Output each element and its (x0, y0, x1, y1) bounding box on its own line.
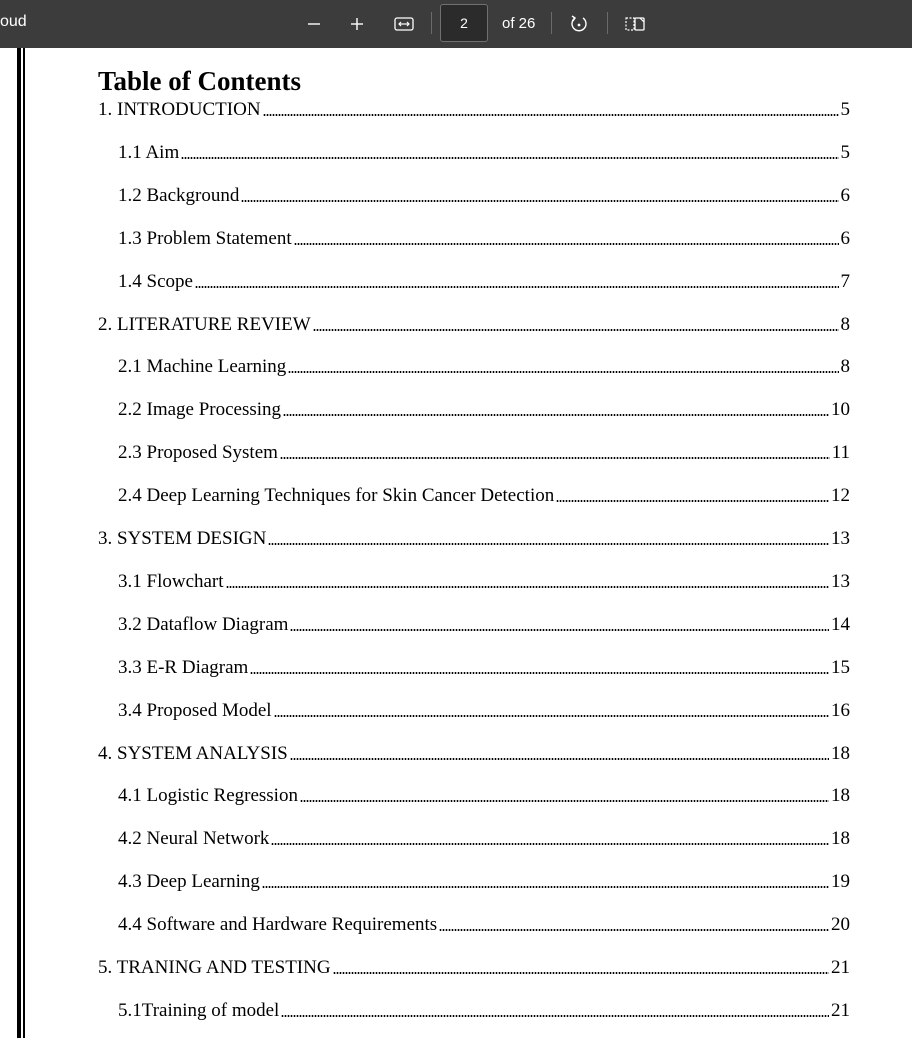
toc-entry-title: 3.1 Flowchart (118, 570, 224, 592)
toc-entry-page: 21 (831, 999, 850, 1021)
toolbar-divider (551, 12, 552, 34)
toc-entry[interactable] (118, 870, 850, 894)
toc-leader-dots (300, 799, 829, 803)
toc-entry-title: 4.1 Logistic Regression (118, 785, 298, 807)
toc-leader-dots (263, 113, 839, 117)
toc-entry-page: 8 (840, 356, 850, 378)
toc-entry-title: 1.4 Scope (118, 270, 193, 292)
toc-entry[interactable] (98, 956, 850, 980)
toc-entry-page: 18 (831, 785, 850, 807)
toolbar-divider (431, 12, 432, 34)
toc-entry-page: 18 (831, 742, 850, 764)
toc-entry[interactable] (118, 570, 850, 594)
toc-entry-page: 15 (831, 656, 850, 678)
toc-leader-dots (313, 328, 839, 332)
toc-entry-page: 21 (831, 957, 850, 978)
zoom-in-button[interactable] (343, 10, 371, 38)
toc-entry-title: 3.2 Dataflow Diagram (118, 613, 289, 635)
toc-entry-title: 2. LITERATURE REVIEW (98, 313, 311, 335)
toc-leader-dots (262, 885, 829, 889)
toc-entry-page: 5 (840, 99, 850, 120)
rotate-button[interactable] (565, 10, 593, 38)
toc-entry[interactable] (118, 398, 850, 422)
toc-entry[interactable] (98, 742, 850, 766)
toc-entry[interactable] (98, 313, 850, 337)
toc-entry-page: 19 (831, 871, 850, 893)
toc-entry[interactable] (118, 141, 850, 165)
page-edge (17, 48, 21, 1038)
toc-entry[interactable] (98, 527, 850, 551)
toc-leader-dots (280, 456, 830, 460)
toc-entry-title: 4.3 Deep Learning (118, 871, 260, 893)
toc-entry[interactable] (118, 441, 850, 465)
toc-leader-dots (281, 1014, 829, 1018)
toc-entry-title: 3. SYSTEM DESIGN (98, 528, 267, 549)
toc-entry[interactable] (118, 355, 850, 379)
toc-entry-title: 2.3 Proposed System (118, 442, 278, 464)
page-number-input[interactable] (440, 4, 488, 42)
toc-entry-page: 13 (831, 528, 850, 549)
fit-width-button[interactable] (390, 10, 418, 38)
document-title: oud (0, 13, 27, 30)
toc-entry-page: 6 (840, 184, 850, 206)
toc-entry-title: 5. TRANING AND TESTING (98, 957, 331, 978)
toc-entry[interactable] (118, 184, 850, 208)
toc-leader-dots (274, 714, 829, 718)
toc-entry-title: 4.2 Neural Network (118, 828, 270, 850)
toc-entry-page: 14 (831, 613, 850, 635)
toc-entry-title: 1.2 Background (118, 184, 240, 206)
toc-leader-dots (439, 928, 829, 932)
toc-entry[interactable] (118, 827, 850, 851)
toc-entry[interactable] (98, 98, 850, 122)
toc-entry[interactable] (118, 613, 850, 637)
toc-entry-title: 5.1Training of model (118, 999, 280, 1021)
toc-leader-dots (226, 585, 829, 589)
toc-entry-page: 8 (840, 313, 850, 335)
fit-width-icon (394, 16, 414, 32)
toc-entry-title: 4.4 Software and Hardware Requirements (118, 914, 438, 936)
toc-entry-title: 1.1 Aim (118, 141, 180, 163)
toc-entry-page: 5 (840, 141, 850, 163)
toc-entry-page: 20 (831, 914, 850, 936)
toc-entry-title: 1. INTRODUCTION (98, 99, 261, 120)
toc-leader-dots (290, 628, 829, 632)
toc-leader-dots (241, 199, 838, 203)
toc-leader-dots (271, 842, 829, 846)
toc-entry-page: 16 (831, 699, 850, 721)
minus-icon (306, 16, 322, 32)
toc-entry[interactable] (118, 999, 850, 1023)
toc-entry[interactable] (118, 699, 850, 723)
two-page-view-icon (624, 16, 646, 32)
toc-entry[interactable] (118, 484, 850, 508)
document-viewer[interactable] (0, 48, 912, 1038)
two-page-view-button[interactable] (621, 10, 649, 38)
toc-leader-dots (294, 242, 839, 246)
toc-entry-page: 10 (831, 399, 850, 421)
toc-entry-page: 11 (831, 442, 850, 464)
toc-leader-dots (195, 285, 839, 289)
toc-leader-dots (250, 671, 829, 675)
toc-entry-page: 12 (831, 485, 850, 507)
toc-entry-page: 6 (840, 227, 850, 249)
page-count-label: of 26 (502, 15, 536, 32)
toc-leader-dots (290, 757, 829, 761)
toc-entry-title: 3.4 Proposed Model (118, 699, 272, 721)
toc-entry[interactable] (118, 227, 850, 251)
toolbar-divider (607, 12, 608, 34)
toc-entry[interactable] (118, 913, 850, 937)
toc-entry-title: 2.2 Image Processing (118, 399, 282, 421)
zoom-out-button[interactable] (300, 10, 328, 38)
toc-leader-dots (288, 370, 838, 374)
pdf-toolbar (0, 0, 912, 48)
plus-icon (349, 16, 365, 32)
toc-leader-dots (333, 971, 829, 975)
toc-entry-title: 2.1 Machine Learning (118, 356, 287, 378)
toc-entry[interactable] (118, 270, 850, 294)
toc-heading: Table of Contents (98, 66, 302, 96)
rotate-icon (569, 14, 589, 34)
toc-entry-page: 7 (840, 270, 850, 292)
toc-leader-dots (268, 542, 829, 546)
toc-leader-dots (181, 156, 838, 160)
toc-entry[interactable] (118, 784, 850, 808)
toc-entry-title: 1.3 Problem Statement (118, 227, 292, 249)
toc-entry-title: 4. SYSTEM ANALYSIS (98, 742, 288, 764)
toc-entry-page: 18 (831, 828, 850, 850)
page-edge (23, 48, 25, 1038)
toc-leader-dots (556, 499, 829, 503)
toc-leader-dots (283, 413, 829, 417)
toc-entry-page: 13 (831, 570, 850, 592)
toc-entry-title: 3.3 E-R Diagram (118, 656, 249, 678)
toc-entry[interactable] (118, 656, 850, 680)
toc-entry-title: 2.4 Deep Learning Techniques for Skin Cancer Detection (118, 485, 555, 507)
